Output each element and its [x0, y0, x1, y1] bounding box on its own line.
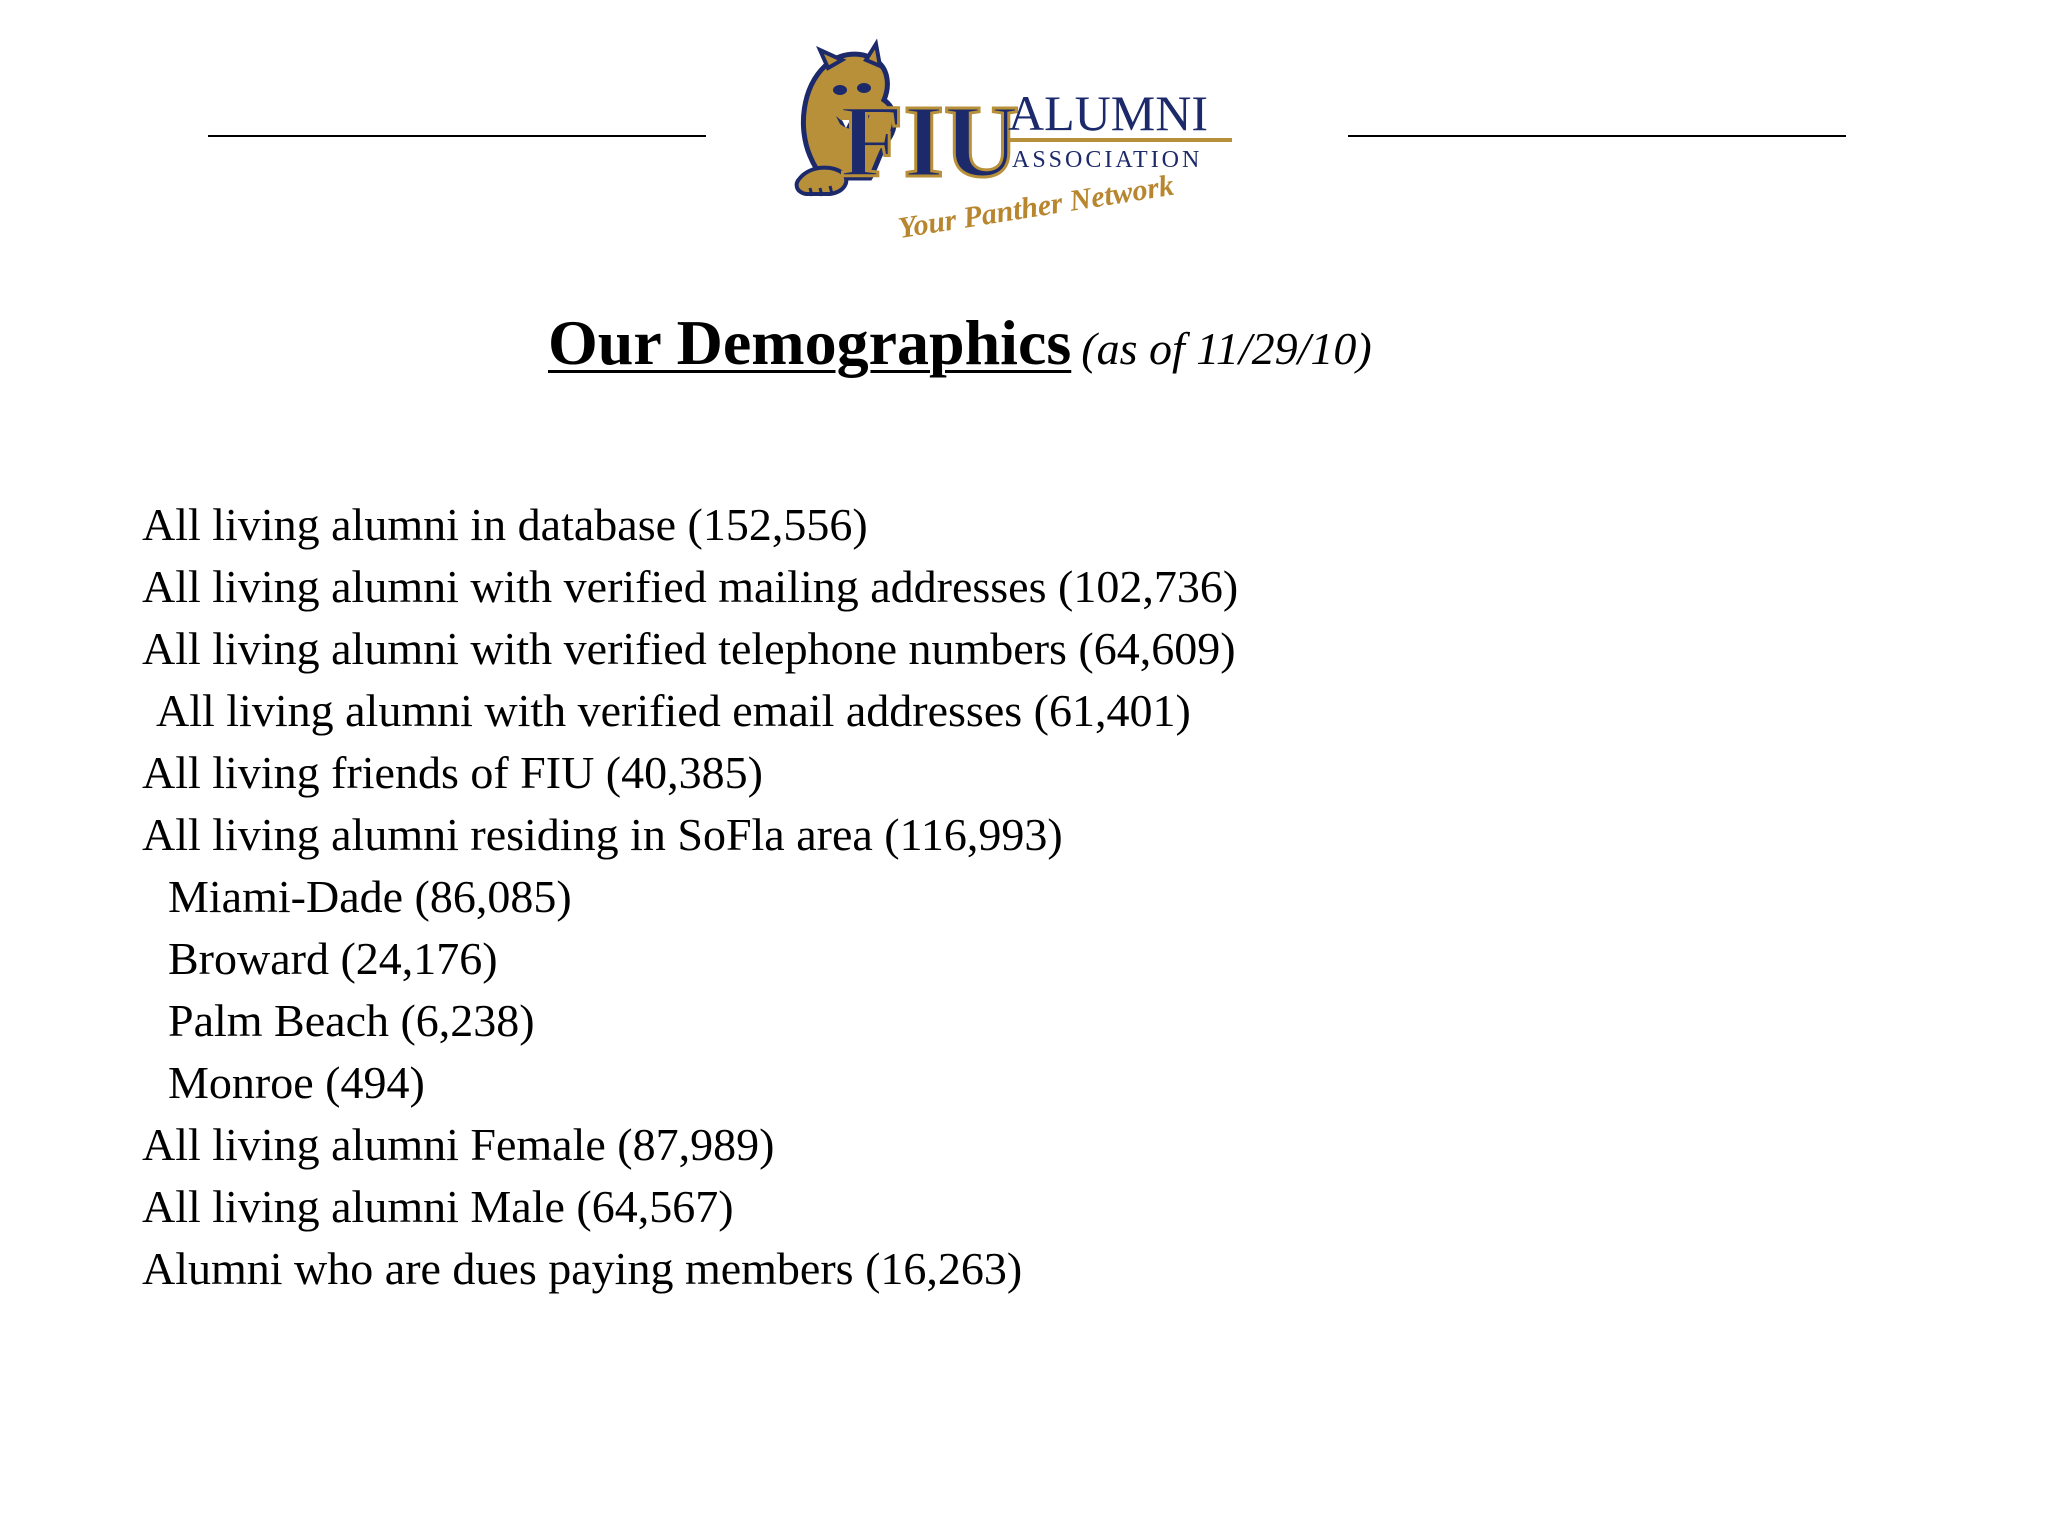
stat-county-palm-beach: Palm Beach (6,238) — [168, 995, 535, 1046]
stat-county-monroe: Monroe (494) — [168, 1057, 425, 1108]
logo-tagline: Your Panther Network — [895, 168, 1177, 245]
page-subtitle-date: (as of 11/29/10) — [1081, 323, 1372, 374]
logo-name-line2: ASSOCIATION — [1012, 147, 1203, 173]
stat-living-alumni-database: All living alumni in database (152,556) — [142, 499, 868, 550]
stat-verified-mailing: All living alumni with verified mailing addresses (102,736) — [142, 561, 1239, 612]
demographics-list — [142, 494, 1238, 1300]
logo-mark-text: FIU — [840, 84, 1020, 199]
stat-verified-email: All living alumni with verified email addresses (61,401) — [156, 685, 1191, 736]
stat-dues-paying-members: Alumni who are dues paying members (16,263) — [142, 1243, 1023, 1294]
logo-name-line1: ALUMNI — [1008, 85, 1208, 141]
page-title: Our Demographics — [548, 307, 1072, 378]
stat-county-miami-dade: Miami-Dade (86,085) — [168, 871, 572, 922]
page-heading — [548, 306, 1372, 380]
header-rule-right — [1348, 135, 1846, 137]
stat-friends-of-fiu: All living friends of FIU (40,385) — [142, 747, 763, 798]
fiu-alumni-logo — [780, 28, 1280, 258]
stat-sofla-area: All living alumni residing in SoFla area (116,993) — [142, 809, 1063, 860]
stat-female: All living alumni Female (87,989) — [142, 1119, 775, 1170]
stat-county-broward: Broward (24,176) — [168, 933, 498, 984]
header-rule-left — [208, 135, 706, 137]
stat-male: All living alumni Male (64,567) — [142, 1181, 734, 1232]
stat-verified-telephone: All living alumni with verified telephone numbers (64,609) — [142, 623, 1236, 674]
